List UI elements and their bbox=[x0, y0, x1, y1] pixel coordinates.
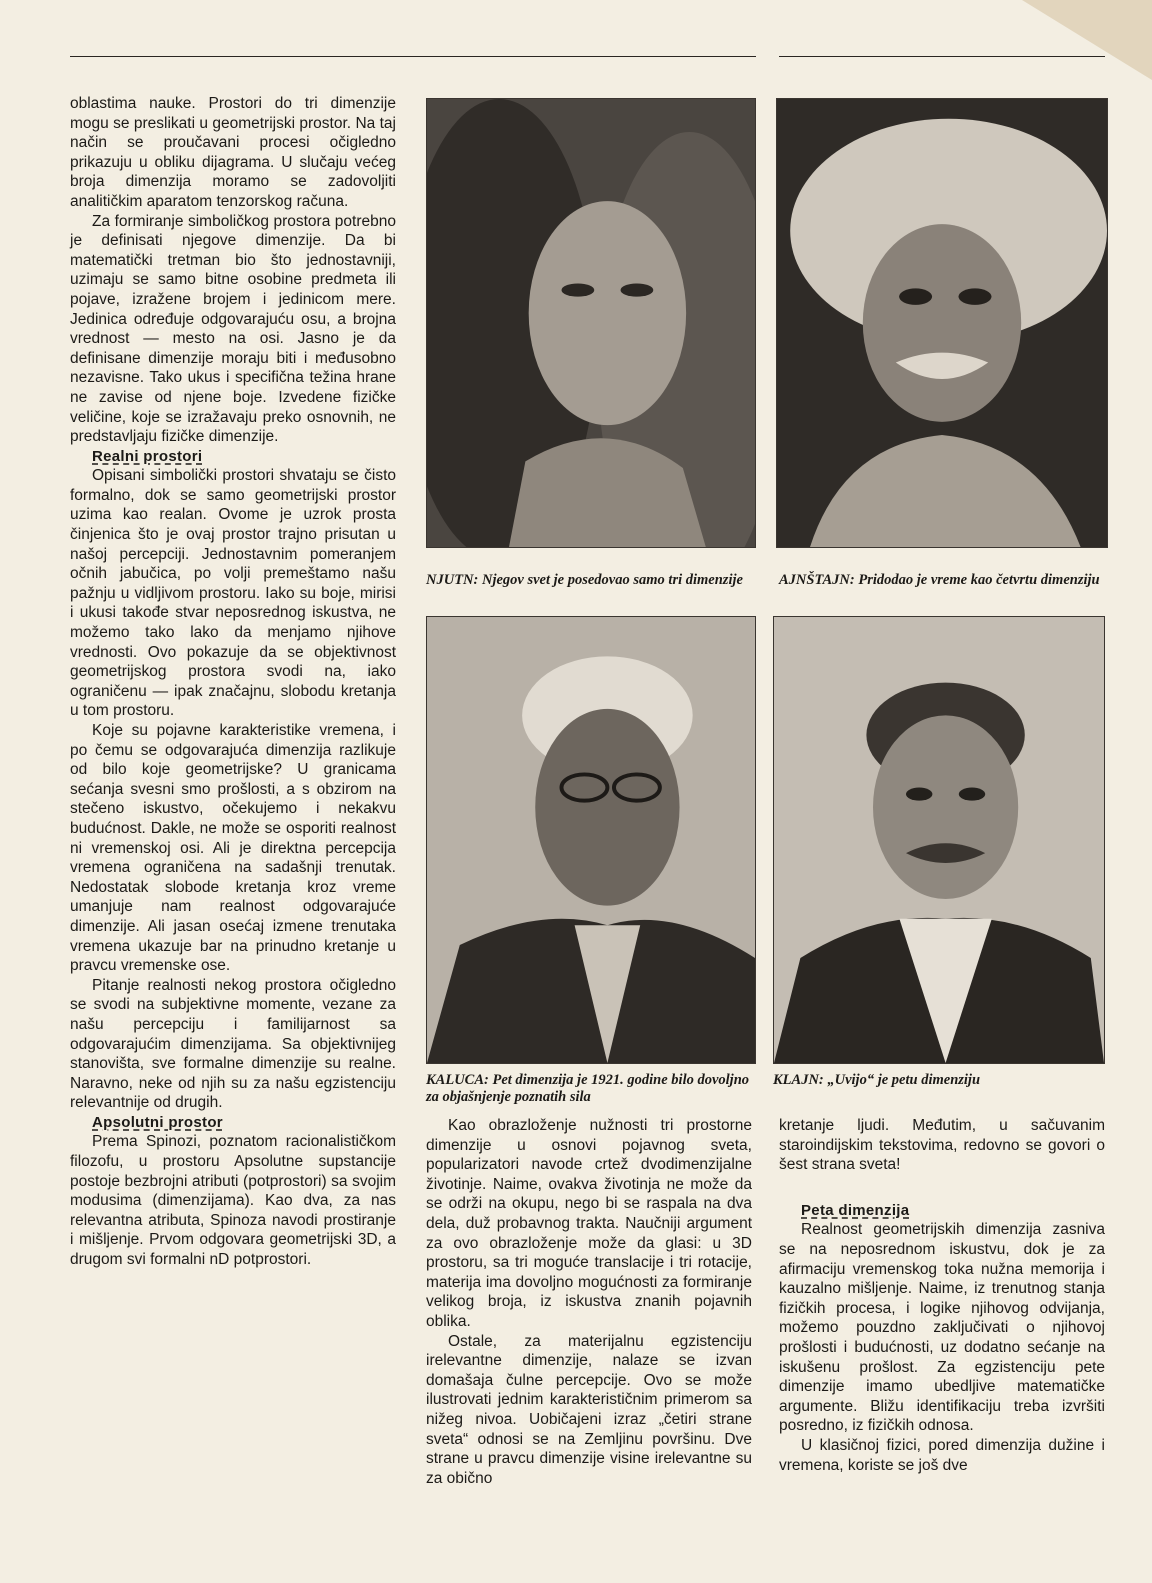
portrait-photo-klein bbox=[773, 616, 1105, 1064]
portrait-photo-einstein bbox=[776, 98, 1108, 548]
page-corner-fold bbox=[1022, 0, 1152, 80]
paragraph: U klasičnoj fizici, pored dimenzija dužine i vremena, koriste se još dve bbox=[779, 1436, 1105, 1474]
photo-caption-newton: NJUTN: Njegov svet je posedovao samo tri dimenzije bbox=[426, 572, 743, 588]
paragraph: Za formiranje simboličkog prostora potrebno je definisati njegove dimenzije. Da bi matematički tretman bio što jednostavniji, uzimaju se samo bitne osobine predmeta ili pojave, izražene brojem i jedinicom mere. Jedinica određuje odgovarajuću osu, a brojna vrednost — mesto na osi. Jasno je da definisane dimenzije moraju biti i međusobno nezavisne. Tako ukus i specifična težina hrane ne zavise od njene boje. Izvedene fizičke veličine, koje se izražavaju preko osnovnih, ne predstavljaju fizičke dimenzije. bbox=[70, 212, 396, 446]
paragraph: Opisani simbolički prostori shvataju se čisto formalno, dok se samo geometrijski prostor uzima kao realan. Ovome je uzrok prosta činjenica što je ovaj prostor trajno prisutan u našoj percepciji. Jednostavnim pomeranjem očnih jabučica, po volji premeštamo našu pažnju u vidljivom prostoru. Iako su boje, mirisi i ukusi takođe stvar neposrednog iskustva, ne možemo tako lako da menjamo njihove vrednosti. Ovo pokazuje da se objektivnost geometrijskog prostora svodi na, iako ograničenu — ipak značajnu, slobodu kretanja u tom prostoru. bbox=[70, 467, 396, 720]
paragraph: oblastima nauke. Prostori do tri dimenzije mogu se preslikati u geometrijski prostor. Na taj način se proučavani procesi očigledno prikazuju u obliku dijagrama. U slučaju većeg broja dimenzija moramo se zadovoljiti analitičkim aparatom tenzorskog računa. bbox=[70, 95, 396, 210]
photo-caption-einstein: AJNŠTAJN: Pridodao je vreme kao četvrtu dimenziju bbox=[779, 572, 1100, 588]
top-rule-right bbox=[779, 56, 1105, 57]
paragraph: Prema Spinozi, poznatom racionalističkom filozofu, u prostoru Apsolutne supstancije postoje bezbrojni atributi (potprostori) sa svojim modusima (dimenzijama). Kao dva, za nas relevantna atributa, Spinoza navodi prostiranje i mišljenje. Prvom odgovara geometrijski 3D, a drugom svi formalni nD potprostori. bbox=[70, 1133, 396, 1269]
paragraph: Realnost geometrijskih dimenzija zasniva se na neposrednom iskustvu, dok je za afirmaciju vremenskog toka nužna memorija i kauzalno mišljenje. Naime, iz trenutnog stanja fizičkih procesa, i logike njihovog odvijanja, možemo pouzdno zaključivati o njihovoj prošlosti i budućnosti, uz dodatno sećanje na iskušenu prošlost. Za egzistenciju pete dimenzije imamo ubedljive matematičke argumente. Bližu identifikaciju treba izvršiti posredno, iz fizičkih odnosa. bbox=[779, 1221, 1105, 1435]
top-rule-left bbox=[70, 56, 756, 57]
paragraph: Ostale, za materijalnu egzistenciju irelevantne dimenzije, nalaze se izvan domašaja čulne percepcije. Ovo se može ilustrovati jednim karakterističnim primerom sa nižeg nivoa. Uobičajeni izraz „četiri strane sveta“ odnosi se na Zemljinu površinu. Dve strane u pravcu dimenzije visine irelevantne su za obično bbox=[426, 1332, 752, 1487]
paragraph: Kao obrazloženje nužnosti tri prostorne dimenzije u osnovi pojavnog sveta, popularizatori navode crtež dvodimenzijalne životinje. Naime, ovakva životinja ne može da se održi na okupu, nego bi se raspala na dva dela, duž probavnog trakta. Naučniji argument za ovo obrazloženje može da glasi: u 3D prostoru, sa tri moguće translacije i tri rotacije, materija ima dovoljno mogućnosti za formiranje velikog broja, iz iskustva znanih pojavnih oblika. bbox=[426, 1117, 752, 1330]
portrait-photo-newton bbox=[426, 98, 756, 548]
photo-caption-kaluza: KALUCA: Pet dimenzija je 1921. godine bilo dovoljno za objašnjenje poznatih sila bbox=[426, 1072, 750, 1105]
text-column-3 bbox=[779, 1116, 1105, 1475]
paragraph: Koje su pojavne karakteristike vremena, i po čemu se odgovarajuća dimenzija razlikuje od bilo koje geometrijske? U granicama sećanja svesni smo prošlosti, a s obzirom na stečeno iskustvo, očekujemo i nekakvu budućnost. Dakle, ne može se osporiti realnost ni vremenskoj osi. Ali je direktna percepcija vremena ograničena na sadašnji trenutak. Nedostatak slobode kretanja kroz vreme umanjuje nam realnost odgovarajuće dimenzije. Ali jasan osećaj izmene trenutaka vremena ukazuje bar na prinudno kretanje u pravcu vremenske ose. bbox=[70, 722, 396, 975]
paragraph: kretanje ljudi. Međutim, u sačuvanim staroindijskim tekstovima, redovno se govori o šest strana sveta! bbox=[779, 1117, 1105, 1174]
photo-caption-klein: KLAJN: „Uvijo“ je petu dimenziju bbox=[773, 1072, 981, 1088]
paragraph: Pitanje realnosti nekog prostora očigledno se svodi na subjektivne momente, vezane za našu percepciju i familijarnost sa odgovarajućim dimenzijama. Sa objektivnijeg stanovišta, sve formalne dimenzije su realne. Naravno, neke od njih su za našu egzistenciju relevantnije od drugih. bbox=[70, 976, 396, 1112]
portrait-photo-kaluza bbox=[426, 616, 756, 1064]
section-heading-realni-prostori: Realni prostori bbox=[92, 447, 203, 465]
text-column-1 bbox=[70, 94, 396, 1270]
section-heading-apsolutni-prostor: Apsolutni prostor bbox=[92, 1113, 223, 1131]
text-column-2 bbox=[426, 1116, 752, 1488]
section-heading-peta-dimenzija: Peta dimenzija bbox=[801, 1201, 910, 1219]
